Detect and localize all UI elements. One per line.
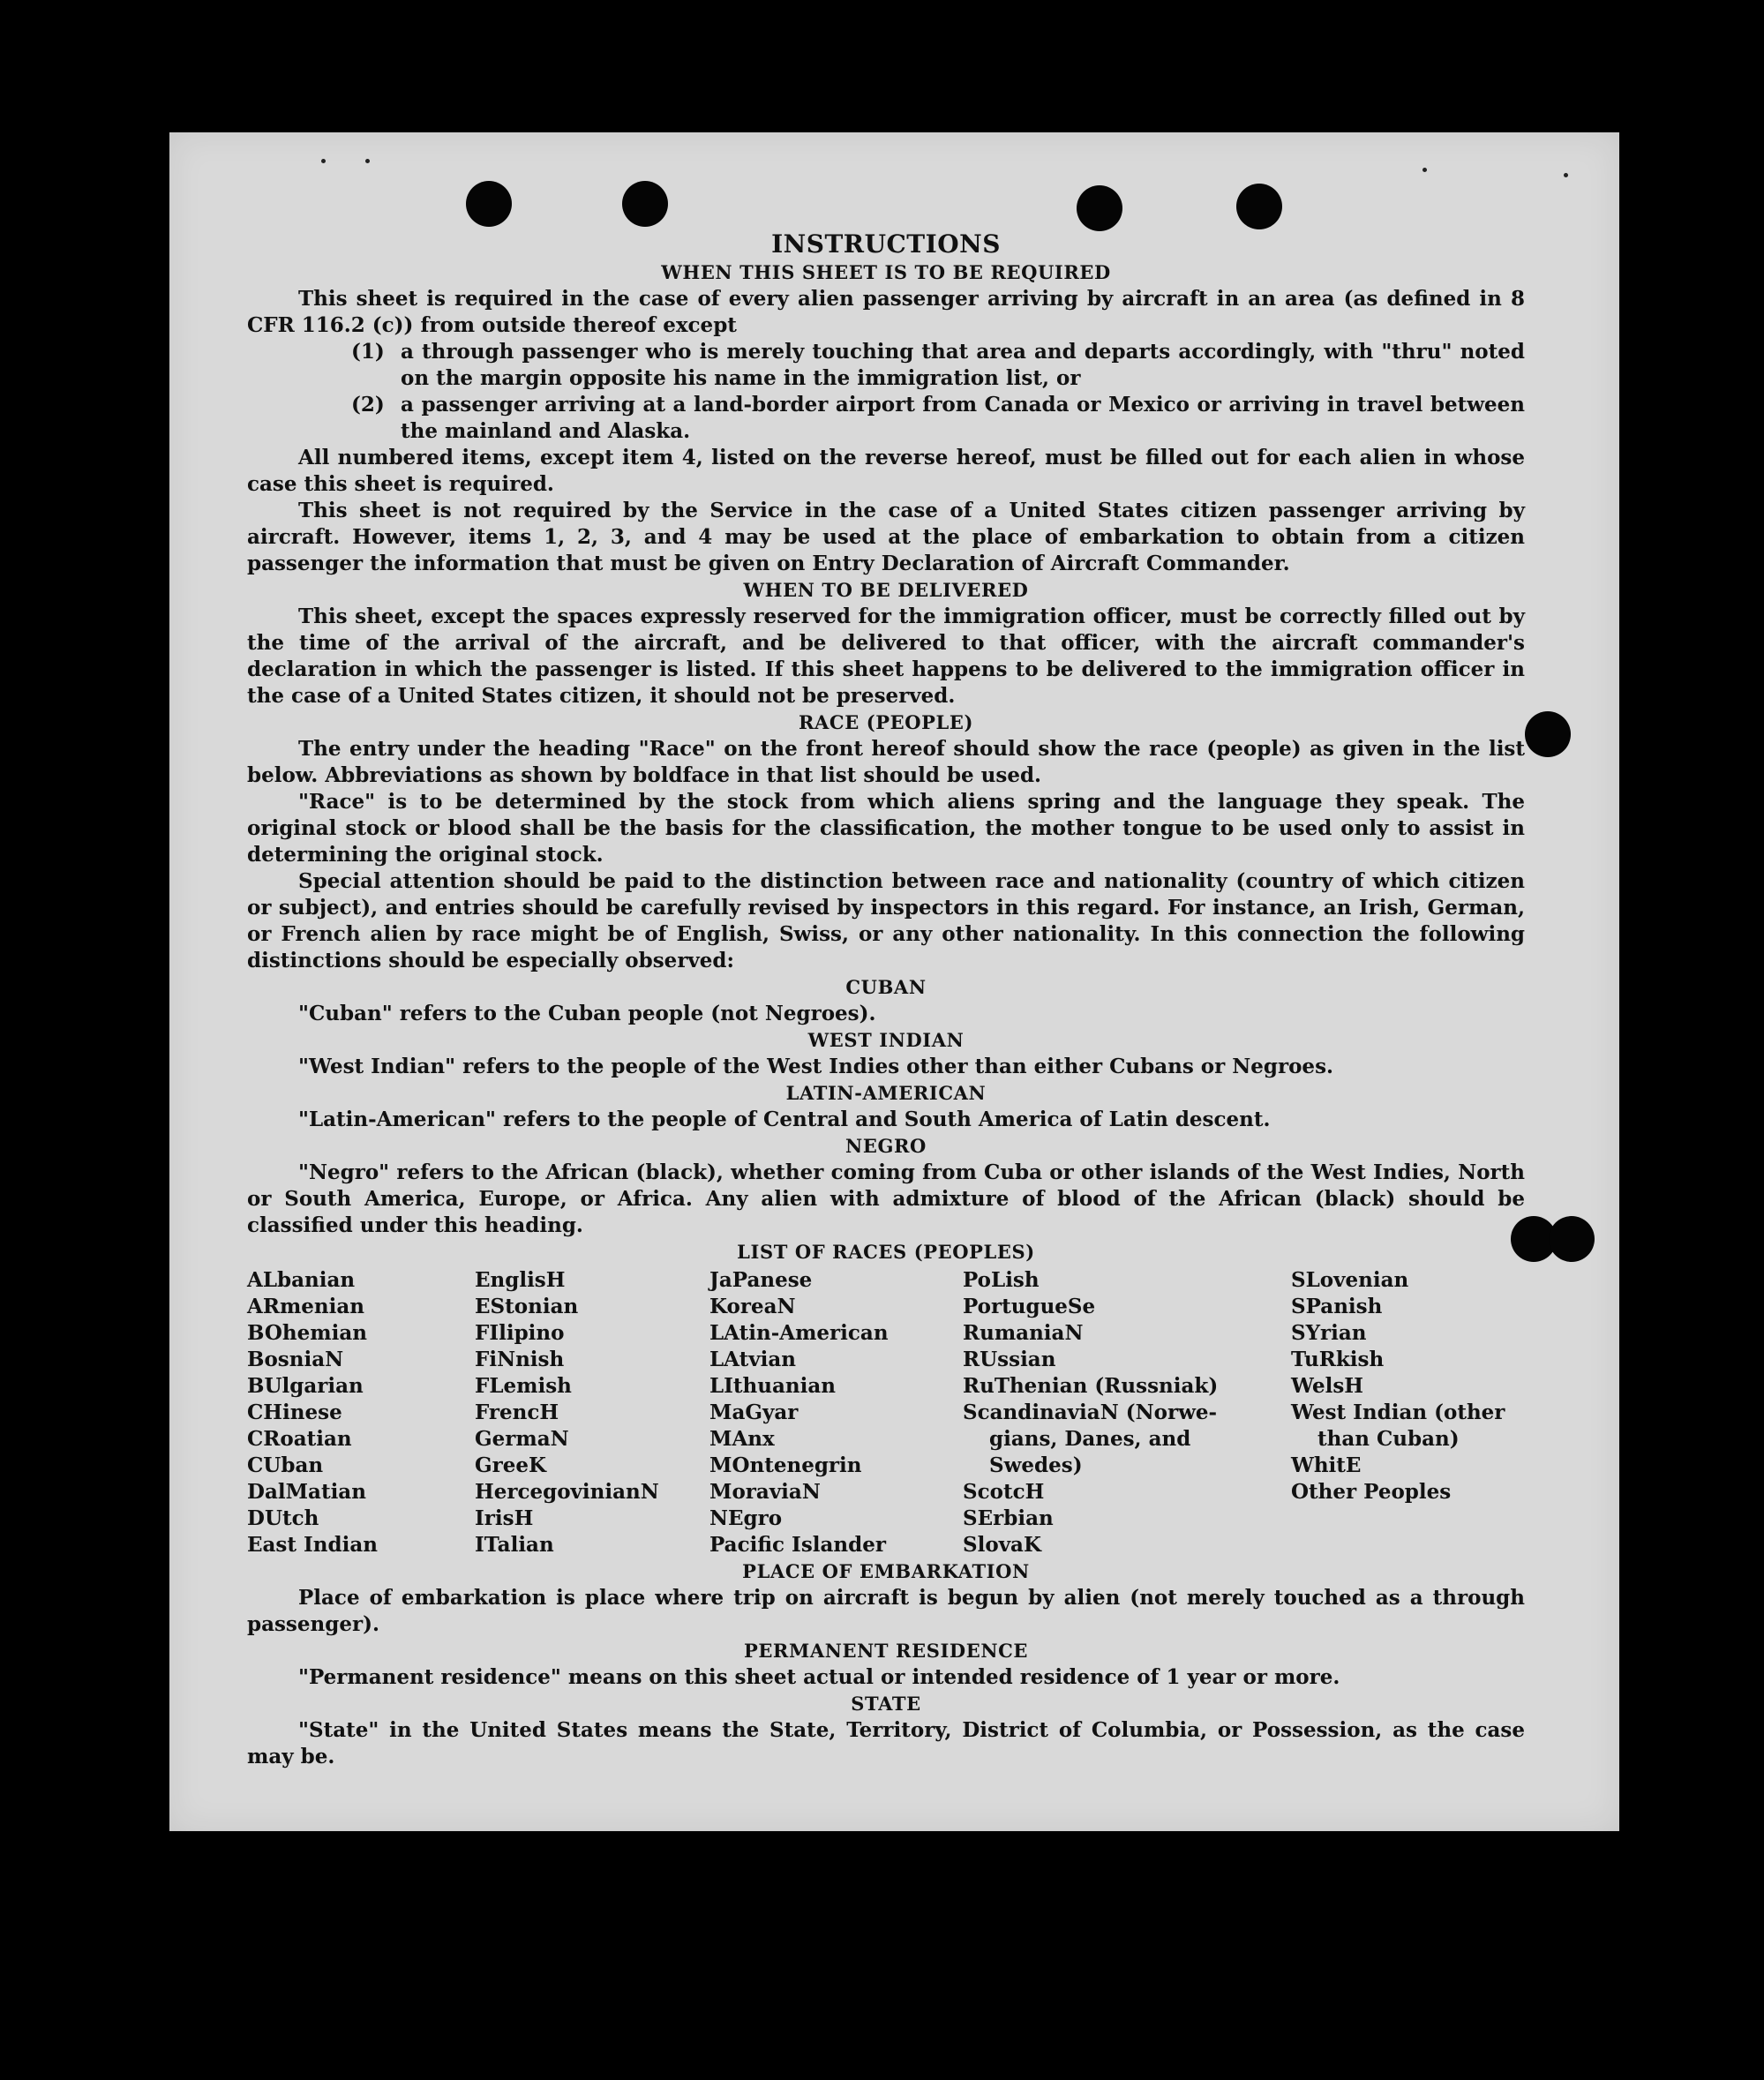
item-text: a through passenger who is merely touching that area and departs accordingly, with "thru" noted on the margin opposite his name in the immigration list, or [401,340,1525,390]
race-entry: Other Peoples [1291,1480,1452,1504]
race-entry: FiNnish [475,1348,565,1371]
paragraph: Special attention should be paid to the distinction between race and nationality (country of which citizen or subject), and entries should be carefully revised by inspectors in this regard. For instance, an Irish, German, or French alien by race might be of English, Swiss, or any other nationality. In this connection the following distinctions should be especially observed: [247,869,1525,972]
punch-hole [622,181,668,227]
race-entry: NEgro [709,1506,783,1530]
heading-negro: NEGRO [845,1135,927,1157]
paragraph: The entry under the heading "Race" on the front hereof should show the race (people) as given in the list below. Abbreviations as shown by boldface in that list should be used. [247,737,1525,787]
heading-list-of-races: LIST OF RACES (PEOPLES) [737,1241,1035,1263]
race-entry: FLemish [475,1374,572,1398]
race-entry: RumaniaN [963,1321,1084,1345]
paragraph: Place of embarkation is place where trip on aircraft is begun by alien (not merely touched as a through passenger). [247,1586,1525,1636]
race-entry: BOhemian [247,1321,367,1345]
race-entry: East Indian [247,1533,378,1557]
race-entry: MaGyar [709,1400,799,1424]
race-entry: PoLish [963,1268,1040,1292]
race-entry: SPanish [1291,1295,1383,1318]
punch-hole [1525,711,1571,757]
race-entry: ScotcH [963,1480,1045,1504]
paragraph-intro: This sheet is required in the case of every alien passenger arriving by aircraft in an area (as defined in 8 CFR 116.2 (c)) from outside thereof except [247,287,1525,337]
race-entry: WelsH [1291,1374,1364,1398]
race-entry: EnglisH [475,1268,566,1292]
heading-when-delivered: WHEN TO BE DELIVERED [743,579,1029,601]
race-entry: BosniaN [247,1348,344,1371]
race-entry: Swedes) [989,1453,1083,1477]
race-entry: SYrian [1291,1321,1367,1345]
race-entry: GreeK [475,1453,547,1477]
heading-latin-american: LATIN-AMERICAN [785,1082,987,1104]
paragraph: "Latin-American" refers to the people of Central and South America of Latin descent. [298,1108,1271,1131]
race-entry: TuRkish [1291,1348,1385,1371]
race-entry: ITalian [475,1533,554,1557]
punch-hole [1236,184,1282,229]
race-entry: RUssian [963,1348,1056,1371]
paragraph: "Negro" refers to the African (black), whether coming from Cuba or other islands of the West Indies, North or South America, Europe, or Africa. Any alien with admixture of blood of the African (black) should be classified under this heading. [247,1160,1525,1237]
race-entry: JaPanese [709,1268,813,1292]
heading-embarkation: PLACE OF EMBARKATION [742,1560,1030,1582]
race-entry: Pacific Islander [709,1533,886,1557]
speck [365,159,370,163]
race-entry: LAtvian [709,1348,796,1371]
speck [1422,168,1427,172]
heading-permanent-residence: PERMANENT RESIDENCE [743,1640,1029,1662]
item-number: (1) [351,340,385,364]
races-column [475,1267,709,1558]
race-entry: EStonian [475,1295,579,1318]
punch-hole [1549,1216,1595,1262]
race-entry: DalMatian [247,1480,366,1504]
race-entry: SlovaK [963,1533,1041,1557]
paragraph: "West Indian" refers to the people of the West Indies other than either Cubans or Negroes. [298,1055,1334,1078]
paragraph: "Cuban" refers to the Cuban people (not Negroes). [298,1002,876,1025]
race-entry: ALbanian [247,1268,356,1292]
item-number: (2) [351,393,385,417]
race-entry: HercegovinianN [475,1480,659,1504]
speck [1564,173,1568,177]
race-entry: BUlgarian [247,1374,364,1398]
race-entry: ScandinaviaN (Norwe- [963,1400,1218,1424]
races-column [709,1267,963,1558]
list-item [247,339,1525,392]
race-entry: WhitE [1291,1453,1362,1477]
paragraph: "Race" is to be determined by the stock from which aliens spring and the language they speak. The original stock or blood shall be the basis for the classification, the mother tongue to be used only to assist in determining the original stock. [247,790,1525,867]
document-sheet [169,132,1619,1831]
heading-when-required: WHEN THIS SHEET IS TO BE REQUIRED [661,261,1111,283]
race-entry: ARmenian [247,1295,365,1318]
item-text: a passenger arriving at a land-border airport from Canada or Mexico or arriving in travel between the mainland and Alaska. [401,393,1525,443]
race-entry: KoreaN [709,1295,796,1318]
race-entry: DUtch [247,1506,319,1530]
races-table [247,1267,1525,1558]
race-entry: GermaN [475,1427,569,1451]
race-entry: SErbian [963,1506,1054,1530]
race-entry: RuThenian (Russniak) [963,1374,1219,1398]
paragraph: This sheet, except the spaces expressly reserved for the immigration officer, must be correctly filled out by the time of the arrival of the aircraft, and be delivered to that officer, with the aircraft commander's declaration in which the passenger is listed. If this sheet happens to be delivered to the immigration officer in the case of a United States citizen, it should not be preserved. [247,604,1525,708]
race-entry: MoraviaN [709,1480,821,1504]
punch-hole [1077,185,1122,231]
race-entry: FrencH [475,1400,559,1424]
race-entry: SLovenian [1291,1268,1409,1292]
race-entry: PortugueSe [963,1295,1096,1318]
paragraph: "Permanent residence" means on this sheet actual or intended residence of 1 year or more. [298,1665,1340,1689]
paragraph: All numbered items, except item 4, listed on the reverse hereof, must be filled out for each alien in whose case this sheet is required. [247,446,1525,496]
paragraph: This sheet is not required by the Service in the case of a United States citizen passenger arriving by aircraft. However, items 1, 2, 3, and 4 may be used at the place of embarkation to obtain from a citizen passenger the information that must be given on Entry Declaration of Aircraft Commander. [247,499,1525,575]
instructions-content [247,229,1525,1770]
races-column [247,1267,475,1558]
race-entry: MOntenegrin [709,1453,862,1477]
race-entry: than Cuban) [1317,1427,1460,1451]
punch-hole [466,181,512,227]
race-entry: LIthuanian [709,1374,836,1398]
races-column [1291,1267,1525,1558]
page-title: INSTRUCTIONS [771,229,1001,259]
race-entry: MAnx [709,1427,775,1451]
race-entry: West Indian (other [1291,1400,1505,1424]
race-entry: FIlipino [475,1321,565,1345]
heading-cuban: CUBAN [845,976,927,998]
race-entry: IrisH [475,1506,534,1530]
heading-west-indian: WEST INDIAN [807,1029,965,1051]
list-item [247,392,1525,445]
speck [321,159,326,163]
race-entry: CHinese [247,1400,342,1424]
race-entry: LAtin-American [709,1321,889,1345]
race-entry: CUban [247,1453,324,1477]
paragraph: "State" in the United States means the State, Territory, District of Columbia, or Possession, as the case may be. [247,1718,1525,1768]
race-entry: gians, Danes, and [989,1427,1191,1451]
heading-state: STATE [851,1693,921,1715]
heading-race: RACE (PEOPLE) [798,711,974,733]
races-column [963,1267,1291,1558]
race-entry: CRoatian [247,1427,352,1451]
